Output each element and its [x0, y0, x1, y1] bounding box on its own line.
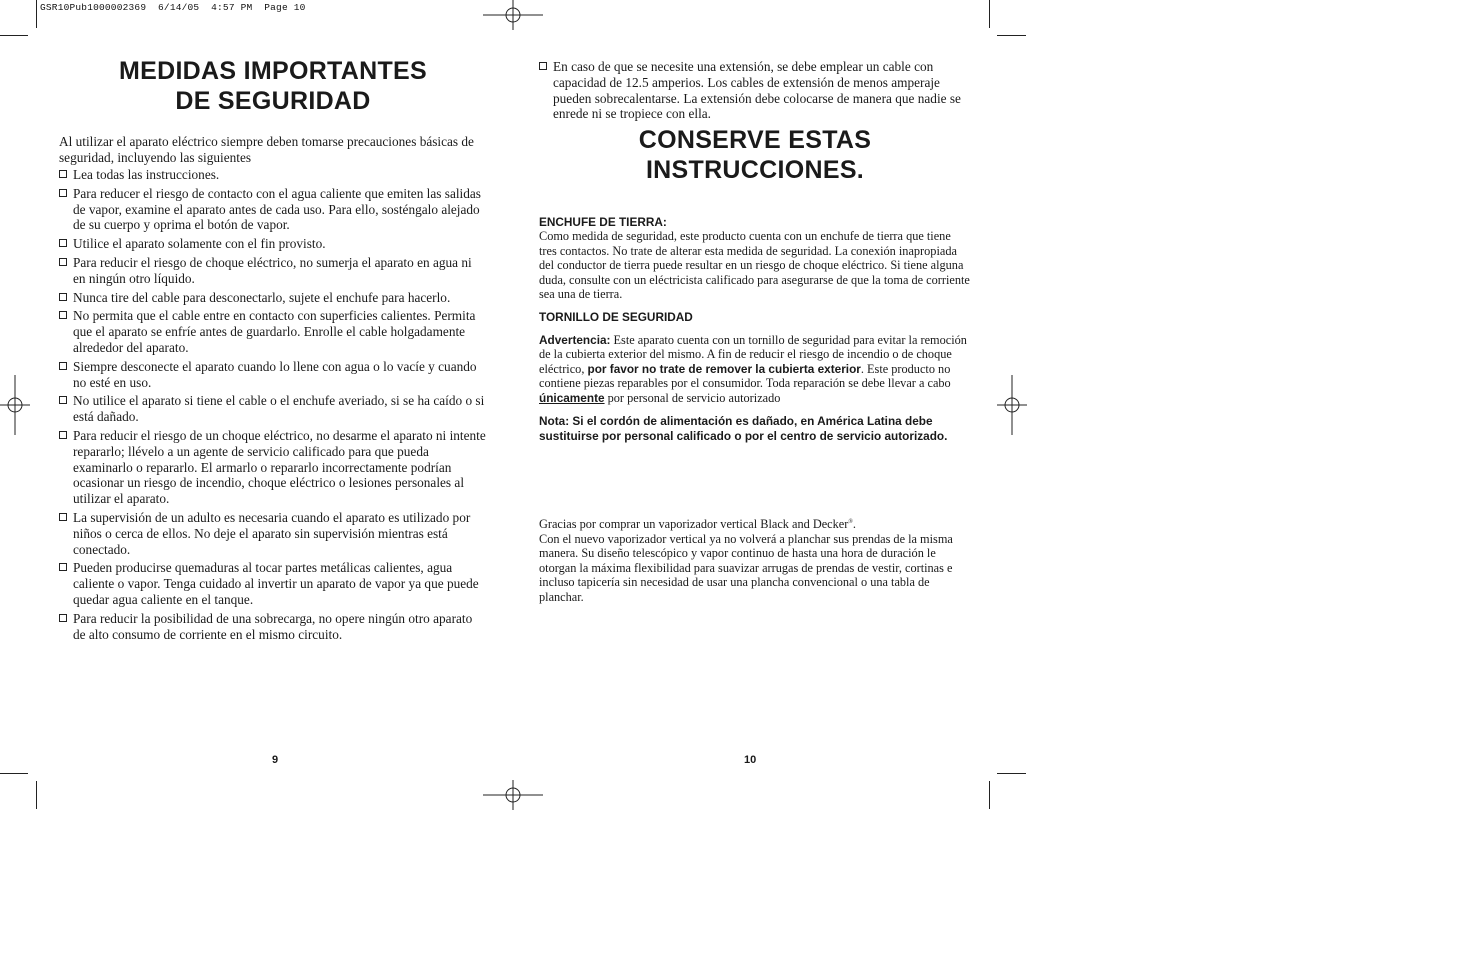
checkbox-bullet-icon [59, 513, 67, 521]
list-item [59, 611, 487, 643]
list-item-text: Nunca tire del cable para desconectarlo, sujete el enchufe para hacerlo. [73, 289, 451, 305]
checkbox-bullet-icon [59, 396, 67, 404]
crop-mark-bottom-left-v [36, 781, 37, 809]
checkbox-bullet-icon [59, 431, 67, 439]
list-item [59, 186, 487, 233]
thanks-line-2: Con el nuevo vaporizador vertical ya no volverá a planchar sus prendas de la misma manera. Su diseño telescópico y vapor continuo de hasta una hora de duración le otorgan la máxima flexibilidad para suavizar arrugas de prendas de vestir, cortinas e incluso tapicería sin necesidad de usar una plancha convencional o una tabla de planchar. [539, 531, 953, 604]
safety-heading [59, 56, 487, 116]
left-page [59, 56, 487, 645]
warning-bold-text: por favor no trate de remover la cubierta exterior [587, 361, 861, 376]
registered-mark: ® [848, 519, 853, 526]
list-item [59, 428, 487, 507]
keep-heading-line1: CONSERVE ESTAS [638, 126, 872, 155]
checkbox-bullet-icon [59, 362, 67, 370]
list-item [59, 236, 487, 252]
list-item-text: En caso de que se necesite una extensión, se debe emplear un cable con capacidad de 12.5 amperios. Los cables de extensión de menos amperaje pueden sobrecalentarse. La extensión debe colocarse de manera que nadie se enrede ni se tropiece con ella. [553, 59, 961, 122]
right-page [539, 58, 971, 604]
checkbox-bullet-icon [59, 170, 67, 178]
warning-text-1: Este aparato cuenta con un tornillo de seguridad para evitar la remoción de la cubierta exterior del mismo. A fin de reducir el riesgo de incendio o de choque eléctrico, [539, 332, 967, 376]
checkbox-bullet-icon [59, 614, 67, 622]
list-item [59, 255, 487, 287]
checkbox-bullet-icon [59, 189, 67, 197]
ground-plug-text: Como medida de seguridad, este producto cuenta con un enchufe de tierra que tiene tres contactos. No trate de alterar esta medida de seguridad. La conexión inapropiada del conductor de tierra puede resultar en un riesgo de choque eléctrico. Si tiene alguna duda, consulte con un eléctricista calificado para asegurarse de que la toma de corriente sea una de tierra. [539, 229, 970, 302]
thanks-line-1: Gracias por comprar un vaporizador vertical Black and Decker [539, 517, 849, 532]
crop-mark-bottom-right-v [989, 781, 990, 809]
registration-mark-right [997, 375, 1027, 435]
checkbox-bullet-icon [59, 258, 67, 266]
list-item [59, 290, 487, 306]
registration-mark-top [483, 0, 543, 30]
checkbox-bullet-icon [59, 293, 67, 301]
list-item [59, 393, 487, 425]
safety-intro: Al utilizar el aparato eléctrico siempre deben tomarse precauciones básicas de seguridad, incluyendo las siguientes [59, 134, 474, 165]
list-item-text: No utilice el aparato si tiene el cable o el enchufe averiado, si se ha caído o si está dañado. [73, 393, 485, 425]
safety-screw-title: TORNILLO DE SEGURIDAD [539, 309, 693, 324]
checkbox-bullet-icon [59, 563, 67, 571]
thanks-line-1-end: . [852, 517, 856, 532]
keep-instructions-heading [539, 125, 971, 185]
warning-text-2: . Este producto no contiene piezas reparables por el consumidor. Toda reparación se debe llevar a cabo [539, 361, 951, 391]
safety-list [59, 167, 487, 642]
list-item-text: Lea todas las instrucciones. [73, 167, 220, 182]
list-item [59, 308, 487, 355]
safety-heading-line2: DE SEGURIDAD [175, 87, 371, 115]
crop-mark-bottom-right-h [997, 773, 1026, 774]
checkbox-bullet-icon [59, 311, 67, 319]
crop-mark-top-right-v [989, 0, 990, 28]
registration-mark-bottom [483, 780, 543, 810]
warning-text-3: por personal de servicio autorizado [604, 390, 781, 405]
list-item-text: No permita que el cable entre en contacto con superficies calientes. Permita que el aparato se enfríe antes de guardarlo. Enrolle el cable holgadamente alrededor del aparato. [73, 308, 476, 355]
crop-mark-top-left-h [0, 35, 28, 36]
list-item [539, 59, 971, 122]
page-number-left: 9 [272, 754, 279, 766]
list-item [59, 359, 487, 391]
thanks-paragraph [539, 515, 971, 604]
list-item-text: Para reducir el riesgo de un choque eléctrico, no desarme el aparato ni intente repararlo; llévelo a un agente de servicio calificado para que pueda examinarlo o repararlo. El armarlo o repararlo incorrectamente podrían ocasionar un riesgo de incendio, choque eléctrico o lesiones personales al utilizar el aparato. [73, 427, 486, 507]
checkbox-bullet-icon [59, 239, 67, 247]
list-item-text: Siempre desconecte el aparato cuando lo llene con agua o lo vacíe y cuando no esté en uso. [73, 358, 477, 390]
list-item-text: Utilice el aparato solamente con el fin provisto. [73, 236, 326, 252]
list-item-text: Para reducir la posibilidad de una sobrecarga, no opere ningún otro aparato de alto consumo de corriente en el mismo circuito. [73, 610, 473, 642]
crop-mark-top-left-v [36, 0, 37, 28]
extension-list [539, 59, 971, 122]
note-paragraph: Nota: Si el cordón de alimentación es dañado, en América Latina debe sustituirse por personal calificado o por el centro de servicio autorizado. [539, 414, 948, 443]
list-item [59, 167, 487, 183]
list-item-text: Pueden producirse quemaduras al tocar partes metálicas calientes, agua caliente o vapor. Tenga cuidado al invertir un aparato de vapor ya que puede quedar agua caliente en el tanque. [73, 560, 479, 607]
keep-heading-line2: INSTRUCCIONES. [645, 156, 865, 185]
list-item-text: Para reducir el riesgo de choque eléctrico, no sumerja el aparato en agua ni en ningún otro líquido. [73, 254, 472, 286]
warning-paragraph [539, 333, 971, 406]
ground-plug-title: ENCHUFE DE TIERRA: [539, 215, 667, 230]
safety-heading-line1: MEDIDAS IMPORTANTES [118, 57, 428, 85]
list-item [59, 510, 487, 557]
checkbox-bullet-icon [539, 62, 547, 70]
warning-label: Advertencia: [539, 332, 611, 347]
list-item-text: Para reducer el riesgo de contacto con el agua caliente que emiten las salidas de vapor, examine el aparato antes de cada uso. Para ello, sosténgalo alejado de su cuerpo y oprima el botón de vapor. [73, 185, 481, 233]
printer-slug: GSR10Pub1000002369 6/14/05 4:57 PM Page 10 [40, 2, 306, 13]
crop-mark-bottom-left-h [0, 773, 28, 774]
registration-mark-left [0, 375, 30, 435]
page-number-right: 10 [744, 754, 757, 766]
crop-mark-top-right-h [997, 35, 1026, 36]
list-item [59, 560, 487, 607]
warning-underline-text: únicamente [539, 390, 605, 405]
list-item-text: La supervisión de un adulto es necesaria cuando el aparato es utilizado por niños o cerca de ellos. No deje el aparato sin supervisión mientras está conectado. [73, 509, 471, 557]
